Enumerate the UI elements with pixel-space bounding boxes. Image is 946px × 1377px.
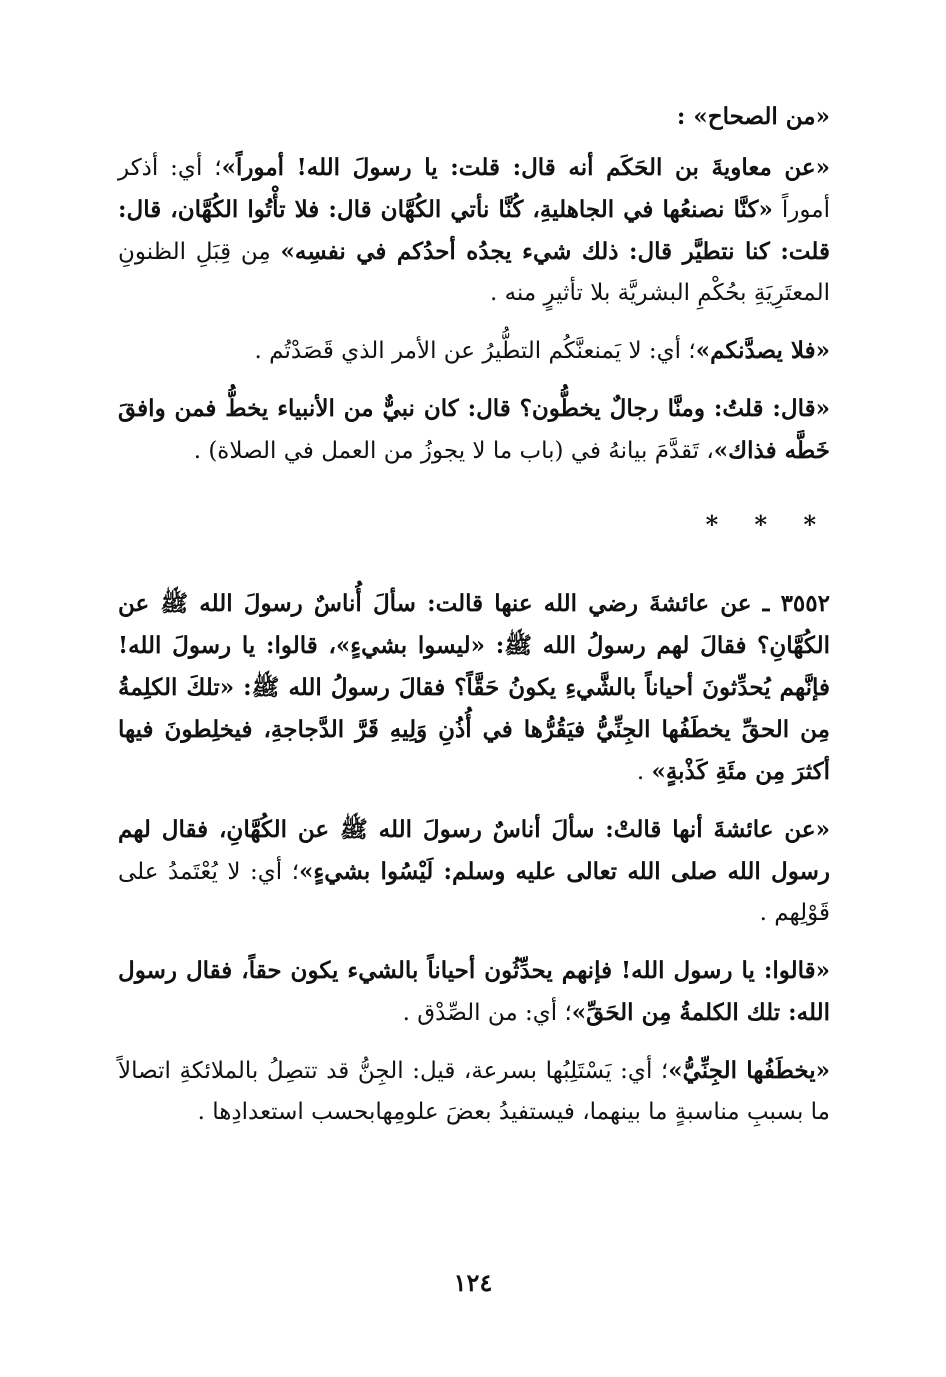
hadith-text: «عن معاويةَ بن الحَكَم أنه قال: قلت: يا رسولَ الله! أموراً»	[221, 154, 830, 181]
hadith-text: «كنَّا نصنعُها في الجاهليةِ، كُنَّا نأتي الكُهَّان قال: فلا تأْتُوا الكُهَّان، قال: قلت: كنا نتطيَّر قال: ذلك شيء يجدُه أحدُكم في نفسِه»	[118, 196, 830, 265]
hadith-text: «قالوا: يا رسول الله! فإنهم يحدِّثُون أحياناً بالشيء يكون حقاً، فقال رسول الله: تلك الكلمةُ مِن الحَقِّ»	[118, 957, 830, 1026]
section-heading: «من الصحاح» :	[676, 103, 830, 130]
paragraph-tatayyur	[118, 330, 830, 372]
hadith-text: «قال: قلتُ: ومنَّا رجالٌ يخطُّون؟ قال: كان نبيٌّ من الأنبياء يخطُّ فمن وافقَ خَطَّه فذاك»	[118, 395, 830, 464]
paragraph-muawiya	[118, 147, 830, 314]
section-divider: * * *	[705, 510, 830, 539]
paragraph-hadith-3552	[118, 583, 830, 793]
page-number: ١٢٤	[453, 1268, 493, 1297]
paragraph-khatt	[118, 388, 830, 472]
hadith-text: «يخطَفُها الجِنِّيُّ»	[668, 1057, 830, 1084]
page-body	[118, 96, 830, 1149]
commentary-text: ؛ أي: أذكر أموراً	[118, 155, 830, 223]
hadith-text: «فلا يصدَّنكم»	[695, 337, 830, 364]
paragraph-aisha-explanation	[118, 809, 830, 934]
paragraph-yakhtafuha	[118, 1050, 830, 1133]
paragraph-qalu	[118, 950, 830, 1034]
hadith-text: ٣٥٥٢ ـ عن عائشةَ رضي الله عنها قالت: سألَ أُناسٌ رسولَ الله ﷺ عن الكُهَّانِ؟ فقالَ لهم رسولُ الله ﷺ: «ليسوا بشيءٍ»، قالوا: يا رسولَ الله! فإنَّهم يُحدِّثونَ أحياناً بالشَّيءِ يكونُ حَقَّاً؟ فقالَ رسولُ الله ﷺ: «تلكَ الكلِمةُ مِن الحقِّ يخطَفُها الجِنِّيُّ فيَقُرُّها في أُذُنِ وَلِيهِ قَرَّ الدَّجاجةِ، فيخلِطونَ فيها أكثرَ مِن مئَةِ كَذْبةٍ»	[118, 590, 830, 785]
commentary-text: ، تَقدَّمَ بيانهُ في (باب ما لا يجوزُ من العمل في الصلاة) .	[193, 438, 714, 464]
commentary-text: ؛ أي: لا يُعْتَمدُ على قَوْلِهم .	[118, 859, 830, 926]
hadith-text: «عن عائشةَ أنها قالتْ: سألَ أناسٌ رسولَ الله ﷺ عن الكُهَّانِ، فقال لهم رسول الله صلى الله تعالى عليه وسلم: لَيْسُوا بشيءٍ»	[118, 816, 830, 885]
commentary-text: .	[636, 759, 652, 785]
commentary-text: مِن قِبَلِ الظنونِ المعتَرِيَةِ بحُكْمِ البشريَّة بلا تأثيرٍ منه .	[118, 239, 830, 306]
commentary-text: ؛ أي: يَسْتَلِبُها بسرعة، قيل: الجِنُّ قد تتصِلُ بالملائكةِ اتصالاً ما بسببِ مناسبةٍ ما بينهما، فيستفيدُ بعضَ علومِهابحسب استعدادِها .	[118, 1058, 830, 1125]
commentary-text: ؛ أي: لا يَمنعنَّكُم التطُّيرُ عن الأمر الذي قَصَدْتُم .	[254, 338, 696, 364]
commentary-text: ؛ أي: من الصِّدْق .	[402, 1000, 572, 1026]
